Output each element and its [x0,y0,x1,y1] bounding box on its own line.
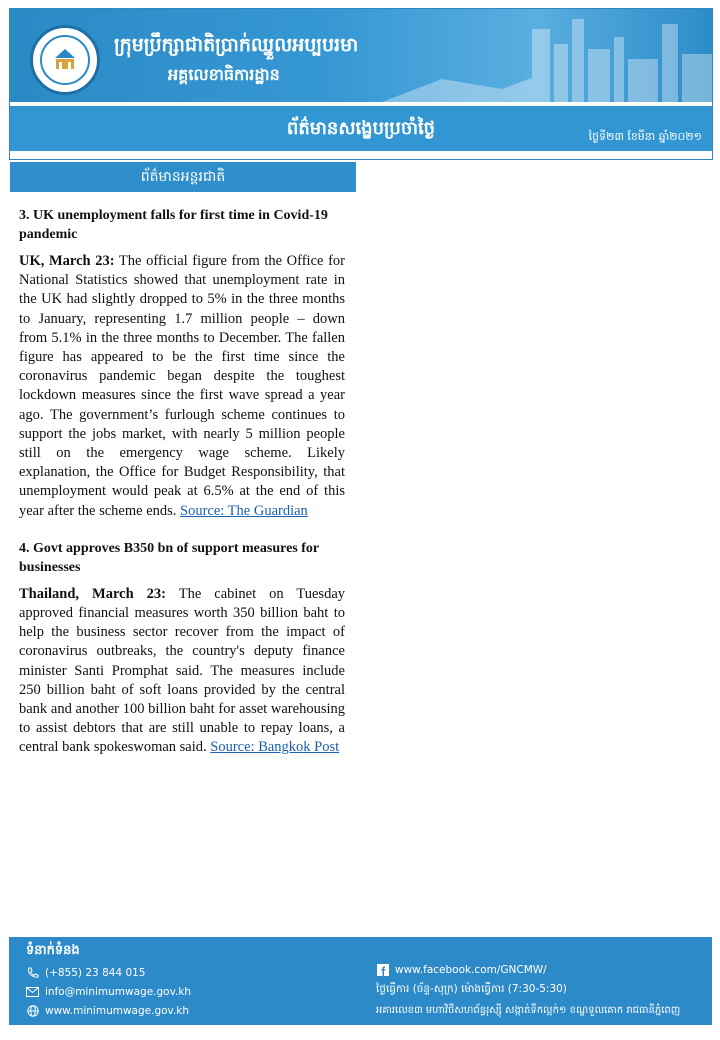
contact-email [26,985,191,998]
article-text: The cabinet on Tuesday approved financial measures worth 350 billion baht to help the business sector recover from the impact of coronavirus outbreaks, the country's deputy finance minister Santi Promphat said. The measures include 250 billion baht of soft loans provided by the central bank and another 100 billion baht for asset warehousing to assist debtors that are still unable to repay loans, a central bank spokeswoman said. [19,585,346,756]
source-link[interactable]: Source: The Guardian [180,502,308,519]
website-link[interactable]: www.minimumwage.gov.kh [45,1004,190,1017]
phone-icon [26,966,39,979]
article-dateline: Thailand, March 23: [19,585,166,602]
bulletin-title: ព័ត៌មានសង្ខេបប្រចាំថ្ងៃ [286,118,436,139]
header-banner [10,9,712,102]
city-skyline-graphic [382,9,712,102]
article-text: The official figure from the Office for National Statistics showed that unemployment rate in the UK had slightly dropped to 5% in the three months to January, representing 1.7 million people – down from 5.1% in the three months to December. The fallen figure has appeared to be the first time since the coronavirus pandemic began despite the toughest lockdown measures since the first wave spread a year ago. The government’s furlough scheme continues to support the jobs market, with nearly 5 million people still on the emergency wage scheme. Likely explanation, the Office for Budget Responsibility, that unemployment would peak at 6.5% at the end of this year after the scheme ends. [19,253,345,519]
contact-facebook [376,963,547,976]
working-hours: ថ្ងៃធ្វើការ (ច័ន្ទ-សុក្រ) ម៉ោងធ្វើការ (7:30-5:30) [376,983,567,995]
contact-phone [26,966,146,979]
organization-name: ក្រុមប្រឹក្សាជាតិប្រាក់ឈ្នួលអប្បបរមា [114,34,359,56]
facebook-link[interactable]: www.facebook.com/GNCMW/ [395,963,547,976]
emblem-icon [50,45,80,75]
article-body [19,252,345,521]
footer [9,937,712,1025]
section-header [10,162,356,192]
section-title: ព័ត៌មានអន្តរជាតិ [140,169,226,185]
article-headline: 3. UK unemployment falls for first time in Covid-19 pandemic [19,208,328,242]
office-address: អគារលេខ៣ មហាវិថីសហព័ន្ធរុស្ស៊ី សង្កាត់ទឹកល្អក់១ ខណ្ឌទួលគោក រាជធានីភ្នំពេញ [376,1005,681,1016]
email-link[interactable]: info@minimumwage.gov.kh [45,985,192,998]
article [19,539,345,758]
article-body [19,585,345,758]
bulletin-date: ថ្ងៃទី២៣ ខែមីនា ឆ្នាំ២០២១ [588,130,702,143]
article-dateline: UK, March 23: [19,253,115,269]
ministry-logo [30,25,100,95]
article-headline: 4. Govt approves B350 bn of support measures for businesses [19,540,319,575]
phone-number: (+855) 23 844 015 [45,966,146,979]
article [19,206,345,521]
contact-title: ទំនាក់ទំនង [26,943,80,958]
article-column [19,206,345,776]
contact-website [26,1004,189,1017]
mail-icon [26,985,39,998]
organization-subtitle: អគ្គលេខាធិការដ្ឋាន [168,65,280,84]
source-link[interactable]: Source: Bangkok Post [210,739,340,756]
globe-icon [26,1004,39,1017]
facebook-icon [376,963,389,976]
title-banner [10,106,712,151]
